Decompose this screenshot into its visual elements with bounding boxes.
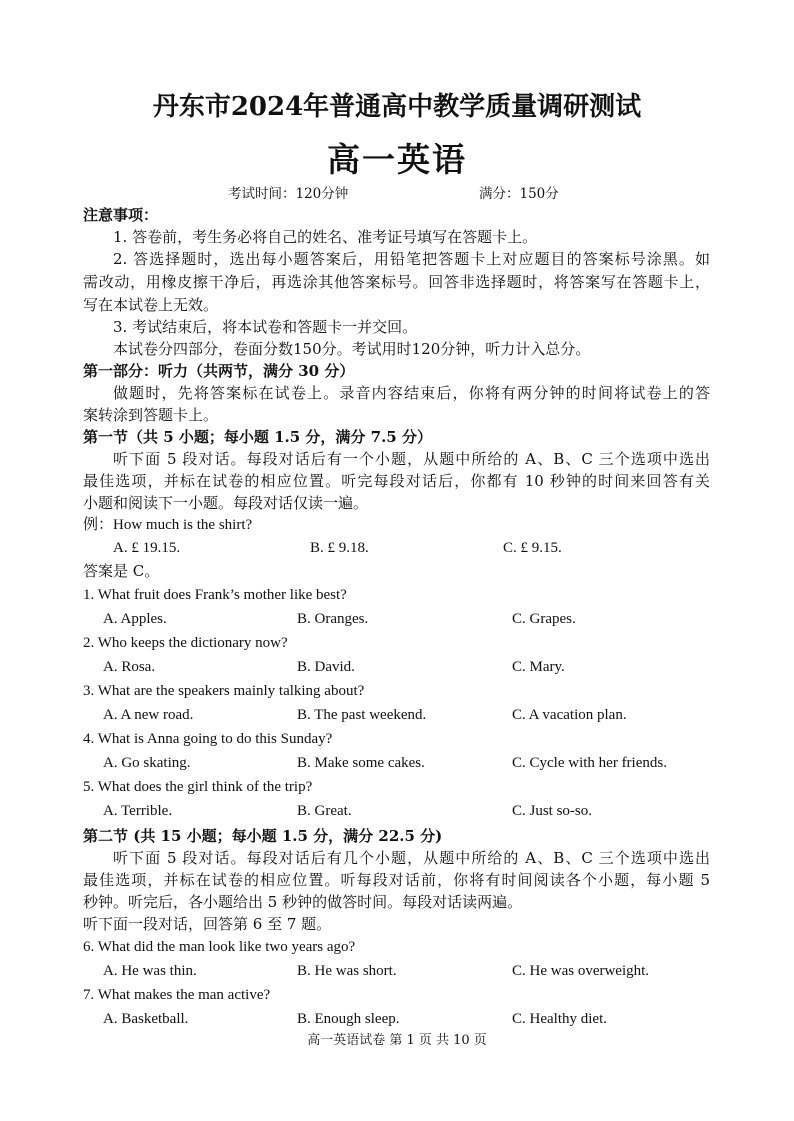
example-option-b: B. £ 9.18. [310,540,369,556]
question-2-option-b: B. David. [297,659,355,675]
question-4-option-a: A. Go skating. [103,755,191,771]
page-footer: 高一英语试卷 第 1 页 共 10 页 [307,1033,487,1048]
question-2: 2. Who keeps the dictionary now? [83,635,288,651]
example-question: 例：How much is the shirt? [83,517,253,533]
section-2-text-3: 秒钟。听完后，各小题给出 5 秒钟的做答时间。每段对话读两遍。 [83,893,523,911]
question-1-option-c: C. Grapes. [512,611,576,627]
question-5-option-b: B. Great. [297,803,352,819]
question-2-option-c: C. Mary. [512,659,565,675]
question-7-option-c: C. Healthy diet. [512,1011,607,1027]
section-2-intro: 听下面一段对话，回答第 6 至 7 题。 [83,915,332,933]
note-2-line-3: 写在本试卷上无效。 [83,296,219,314]
question-6: 6. What did the man look like two years ago? [83,939,356,955]
part-1-heading: 第一部分：听力（共两节，满分 30 分） [83,362,355,380]
section-2-text-1: 听下面 5 段对话。每段对话后有几个小题，从题中所给的 A、B、C 三个选项中选出 [113,849,710,867]
subject-title: 高一英语 [327,140,467,179]
question-7-option-b: B. Enough sleep. [297,1011,400,1027]
full-score: 满分：150分 [479,186,559,202]
example-option-c: C. £ 9.15. [503,540,562,556]
question-3-option-c: C. A vacation plan. [512,707,627,723]
note-2-line-2: 需改动，用橡皮擦干净后，再选涂其他答案标号。回答非选择题时，将答案写在答题卡上， [83,273,710,291]
question-4-option-c: C. Cycle with her friends. [512,755,667,771]
question-6-option-c: C. He was overweight. [512,963,650,979]
part-1-text-2: 案转涂到答题卡上。 [83,406,219,424]
question-6-option-b: B. He was short. [297,963,397,979]
question-5-option-a: A. Terrible. [103,803,173,819]
exam-title: 丹东市2024年普通高中教学质量调研测试 [152,92,642,122]
note-3: 3. 考试结束后，将本试卷和答题卡一并交回。 [113,318,418,336]
question-1: 1. What fruit does Frank’s mother like best? [83,587,347,603]
question-5-option-c: C. Just so-so. [512,803,593,819]
question-6-option-a: A. He was thin. [103,963,197,979]
question-1-option-b: B. Oranges. [297,611,369,627]
question-3-option-b: B. The past weekend. [297,707,427,723]
section-2-heading: 第二节 (共 15 小题；每小题 1.5 分，满分 22.5 分) [83,827,443,845]
section-1-text-1: 听下面 5 段对话。每段对话后有一个小题，从题中所给的 A、B、C 三个选项中选出 [113,450,710,468]
example-option-a: A. £ 19.15. [113,540,181,556]
question-3-option-a: A. A new road. [103,707,194,723]
note-1: 1. 答卷前，考生务必将自己的姓名、准考证号填写在答题卡上。 [113,228,538,246]
section-2-text-2: 最佳选项，并标在试卷的相应位置。听每段对话前，你将有时间阅读各个小题，每小题 5 [83,871,710,889]
question-7: 7. What makes the man active? [83,987,271,1003]
question-1-option-a: A. Apples. [103,611,167,627]
section-1-text-3: 小题和阅读下一小题。每段对话仅读一遍。 [83,494,369,512]
section-1-text-2: 最佳选项，并标在试卷的相应位置。听完每段对话后，你都有 10 秒钟的时间来回答有关 [83,472,710,490]
question-4-option-b: B. Make some cakes. [297,755,425,771]
note-2-line-1: 2. 答选择题时，选出每小题答案后，用铅笔把答题卡上对应题目的答案标号涂黑。如 [113,250,710,268]
part-1-text-1: 做题时，先将答案标在试卷上。录音内容结束后，你将有两分钟的时间将试卷上的答 [113,384,710,402]
exam-time: 考试时间：120分钟 [228,186,349,202]
question-7-option-a: A. Basketball. [103,1011,189,1027]
section-1-heading: 第一节（共 5 小题；每小题 1.5 分，满分 7.5 分） [83,428,432,446]
question-3: 3. What are the speakers mainly talking about? [83,683,365,699]
example-answer: 答案是 C。 [83,562,160,580]
notes-heading: 注意事项： [83,206,159,224]
question-2-option-a: A. Rosa. [103,659,156,675]
question-4: 4. What is Anna going to do this Sunday? [83,731,333,747]
question-5: 5. What does the girl think of the trip? [83,779,313,795]
note-4: 本试卷分四部分，卷面分数150分。考试用时120分钟，听力计入总分。 [113,340,591,358]
